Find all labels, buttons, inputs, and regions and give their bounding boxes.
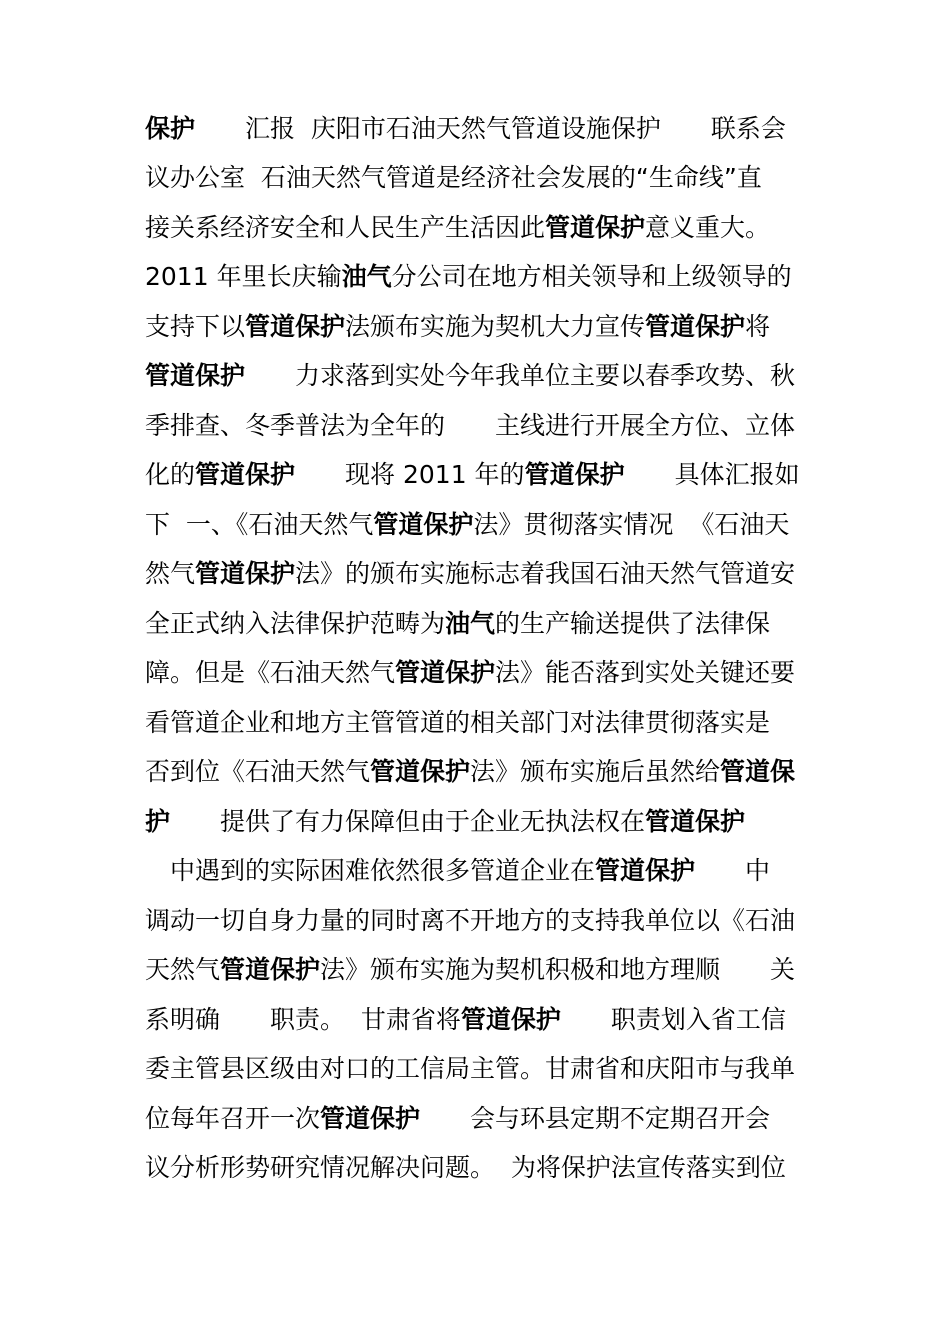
- text-run: 汇报 庆阳市石油天然气管道设施保护 联系会: [195, 114, 786, 143]
- text-line: [145, 455, 825, 495]
- text-run: 障。但是《石油天然气: [145, 658, 396, 687]
- text-run: 法》颁布实施后虽然给: [470, 757, 721, 786]
- text-run: 全正式纳入法律保护范畴为: [145, 609, 446, 638]
- bold-keyword: 管道保护: [195, 460, 296, 489]
- text-line: [145, 653, 825, 693]
- text-run: 天然气: [145, 955, 221, 984]
- text-run: 法颁布实施为契机大力宣传: [345, 312, 646, 341]
- text-line: [145, 109, 825, 149]
- text-run: 法》的颁布实施标志着我国石油天然气管道安: [295, 559, 796, 588]
- text-run: 职责划入省工信: [560, 1005, 786, 1034]
- text-line: [145, 208, 825, 248]
- text-line: [145, 752, 825, 792]
- text-run: 位每年召开一次: [145, 1104, 321, 1133]
- bold-keyword: 管道保护: [545, 213, 646, 242]
- text-line: [145, 604, 825, 644]
- bold-keyword: 管道保护: [195, 559, 296, 588]
- text-line: [145, 1000, 825, 1040]
- text-run: 的生产输送提供了法律保: [495, 609, 771, 638]
- bold-keyword: 保护: [145, 114, 196, 143]
- text-line: [145, 1148, 825, 1188]
- text-run: 议分析形势研究情况解决问题。 为将保护法宣传落实到位: [145, 1153, 786, 1182]
- bold-keyword: 护: [145, 807, 171, 836]
- text-run: 意义重大。: [645, 213, 771, 242]
- text-run: 下 一、《石油天然气: [145, 510, 374, 539]
- text-run: 提供了有力保障但由于企业无执法权在: [170, 807, 646, 836]
- text-line: [145, 950, 825, 990]
- text-line: [145, 356, 825, 396]
- text-run: 2011 年里长庆输: [145, 262, 342, 291]
- text-run: 季排查、冬季普法为全年的 主线进行开展全方位、立体: [145, 411, 796, 440]
- text-run: 具体汇报如: [624, 460, 800, 489]
- text-run: 法》颁布实施为契机积极和地方理顺 关: [320, 955, 796, 984]
- bold-keyword: 管道保护: [595, 856, 696, 885]
- text-run: 法》贯彻落实情况 《石油天: [473, 510, 790, 539]
- text-run: 力求落到实处今年我单位主要以春季攻势、秋: [245, 361, 796, 390]
- text-run: 接关系经济安全和人民生产生活因此: [145, 213, 546, 242]
- text-line: [145, 802, 825, 842]
- text-line: [145, 406, 825, 446]
- text-line: [145, 851, 825, 891]
- bold-keyword: 油气: [341, 262, 392, 291]
- bold-keyword: 管道保护: [320, 1104, 421, 1133]
- bold-keyword: 管道保护: [524, 460, 625, 489]
- text-run: 法》能否落到实处关键还要: [495, 658, 796, 687]
- text-line: [145, 554, 825, 594]
- text-run: 调动一切自身力量的同时离不开地方的支持我单位以《石油: [145, 906, 796, 935]
- text-line: [145, 901, 825, 941]
- bold-keyword: 管道保护: [645, 312, 746, 341]
- text-run: 会与环县定期不定期召开会: [420, 1104, 771, 1133]
- text-line: [145, 505, 825, 545]
- bold-keyword: 管道保护: [373, 510, 474, 539]
- bold-keyword: 管道保护: [370, 757, 471, 786]
- text-run: 议办公室 石油天然气管道是经济社会发展的“生命线”直: [145, 163, 762, 192]
- text-line: [145, 307, 825, 347]
- text-line: [145, 158, 825, 198]
- bold-keyword: 管道保: [720, 757, 796, 786]
- bold-keyword: 管道保护: [245, 312, 346, 341]
- text-run: 支持下以: [145, 312, 246, 341]
- bold-keyword: 管道保护: [645, 807, 746, 836]
- text-line: [145, 1049, 825, 1089]
- bold-keyword: 油气: [445, 609, 496, 638]
- bold-keyword: 管道保护: [220, 955, 321, 984]
- text-line: [145, 257, 825, 297]
- text-run: 看管道企业和地方主管管道的相关部门对法律贯彻落实是: [145, 708, 771, 737]
- text-run: 中: [695, 856, 771, 885]
- text-line: [145, 703, 825, 743]
- text-run: 然气: [145, 559, 196, 588]
- text-run: 否到位《石油天然气: [145, 757, 371, 786]
- bold-keyword: 管道保护: [460, 1005, 561, 1034]
- text-run: 分公司在地方相关领导和上级领导的: [391, 262, 792, 291]
- text-run: 将: [745, 312, 771, 341]
- text-run: 化的: [145, 460, 196, 489]
- bold-keyword: 管道保护: [395, 658, 496, 687]
- text-run: 委主管县区级由对口的工信局主管。甘肃省和庆阳市与我单: [145, 1054, 796, 1083]
- bold-keyword: 管道保护: [145, 361, 246, 390]
- text-run: 现将 2011 年的: [295, 460, 525, 489]
- text-line: [145, 1099, 825, 1139]
- text-run: 中遇到的实际困难依然很多管道企业在: [145, 856, 596, 885]
- text-run: 系明确 职责。 甘肃省将: [145, 1005, 461, 1034]
